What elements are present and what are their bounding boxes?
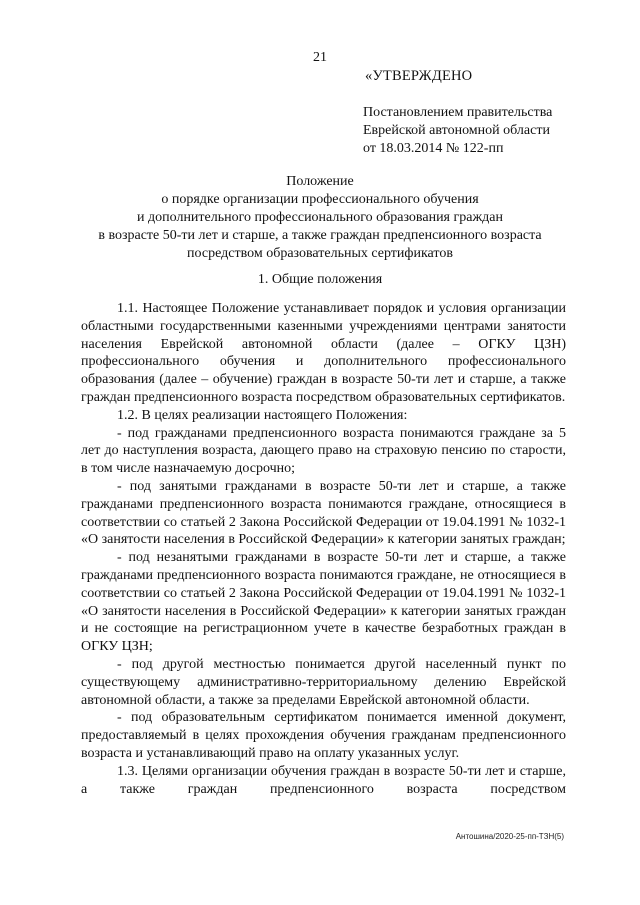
title-line: в возрасте 50-ти лет и старше, а также граждан предпенсионного возраста: [98, 228, 542, 243]
paragraph-1-2: 1.2. В целях реализации настоящего Положения:: [117, 407, 408, 423]
approval-line: Еврейской автономной области: [363, 123, 550, 138]
title-line: посредством образовательных сертификатов: [187, 246, 453, 261]
approval-line: от 18.03.2014 № 122-пп: [363, 141, 504, 156]
paragraph-1-1: 1.1. Настоящее Положение устанавливает порядок и условия организации областными государственными казенными учреждениями центрами занятости населения Еврейской автономной области (далее – ОГКУ ЦЗН) профессионального обучения и дополнительного профессионального образования (далее – обучение) граждан в возрасте 50-ти лет и старше, а также граждан предпенсионного возраста посредством образовательных сертификатов.: [81, 301, 566, 405]
footer-code: Антошина/2020-25-пп-ТЗН(5): [455, 832, 564, 841]
title-line: и дополнительного профессионального образования граждан: [137, 210, 503, 225]
title-line: Положение: [286, 174, 354, 189]
definition-employed: - под занятыми гражданами в возрасте 50-ти лет и старше, а также гражданами предпенсионного возраста понимаются граждане, относящиеся в соответствии со статьей 2 Закона Российской Федерации от 19.04.1991 № 1032-1 «О занятости населения в Российской Федерации» к категории занятых граждан;: [81, 478, 566, 548]
approval-heading: «УТВЕРЖДЕНО: [365, 68, 473, 84]
definition-unemployed: - под незанятыми гражданами в возрасте 50-ти лет и старше, а также гражданами предпенсионного возраста понимаются граждане, не относящиеся в соответствии со статьей 2 Закона Российской Федерации от 19.04.1991 № 1032-1 «О занятости населения в Российской Федерации» к категории занятых граждан и не состоящие на регистрационном учете в качестве безработных граждан в ОГКУ ЦЗН;: [81, 550, 566, 655]
body-text: [81, 300, 566, 798]
definition-preretirement: - под гражданами предпенсионного возраста понимаются граждане за 5 лет до наступления возраста, дающего право на страховую пенсию по старости, в том числе назначаемую досрочно;: [81, 425, 566, 477]
document-title: [80, 173, 560, 263]
definition-certificate: - под образовательным сертификатом понимается именной документ, предоставляемый в целях прохождения обучения гражданам предпенсионного возраста и устанавливающий право на оплату указанных услуг.: [81, 710, 566, 761]
page-number: 21: [313, 50, 327, 65]
definition-other-locality: - под другой местностью понимается другой населенный пункт по существующему административно-территориальному делению Еврейской автономной области, а также за пределами Еврейской автономной области.: [81, 656, 566, 708]
title-line: о порядке организации профессионального обучения: [161, 192, 479, 207]
approval-block: [363, 104, 552, 158]
approval-line: Постановлением правительства: [363, 105, 553, 120]
paragraph-1-3: 1.3. Целями организации обучения граждан в возрасте 50-ти лет и старше, а также граждан предпенсионного возраста посредством: [81, 763, 566, 797]
section-heading: 1. Общие положения: [257, 272, 383, 287]
